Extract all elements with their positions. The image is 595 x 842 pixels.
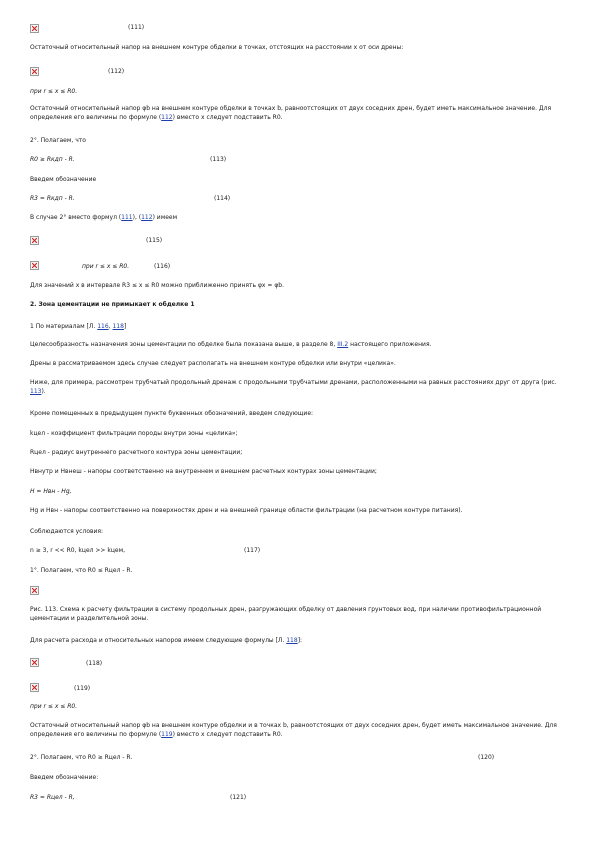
broken-image-icon — [30, 586, 39, 595]
paragraph: Кроме помещенных в предыдущем пункте буквенных обозначений, введем следующие: — [30, 410, 314, 417]
paragraph: 2°. Полагаем, что — [30, 137, 86, 144]
formula-row-121: R3 = Rцел - R, (121) — [30, 794, 247, 801]
formula-row-113: R0 ≥ Rкдп - R. (113) — [30, 156, 227, 163]
paragraph: Введем обозначение: — [30, 774, 99, 781]
equation-number: (115) — [146, 237, 163, 244]
figure-caption: Рис. 113. Схема к расчету фильтрации в систему продольных дрен, разгружающих обделку от давления грунтовых вод, при наличии противофильтрационной цементации и разделительной зоны. — [30, 606, 542, 622]
formula-row-117: n ≥ 3, r << R0, kцел >> kцем, (117) — [30, 547, 261, 554]
broken-image-icon — [30, 658, 39, 667]
definition: Rцел - радиус внутреннего расчетного контура зоны цементации; — [30, 449, 243, 456]
paragraph: 1°. Полагаем, что R0 ≤ Rцел - R. — [30, 567, 133, 574]
footnote: 1 По материалам [Л. 116, 118] — [30, 323, 127, 330]
formula-row-114: R3 = Rкдп - R. (114) — [30, 195, 231, 202]
equation-number: (120) — [478, 754, 495, 761]
equation-number: (116) — [154, 263, 171, 270]
equation-number: (113) — [210, 156, 227, 163]
reference-link[interactable]: 118 — [112, 323, 124, 330]
paragraph: Для расчета расхода и относительных напоров имеем следующие формулы [Л. 118]: — [30, 637, 303, 644]
broken-image-icon — [30, 683, 39, 692]
paragraph: Остаточный относительный напор φb на внешнем контуре обделки и в точках b, равноотстоящих от двух соседних дрен, будет иметь максимальное значение. Для определения его величины по формуле (119) вместо x следует подставить R0. — [30, 722, 557, 738]
condition-text: при r ≤ x ≤ R0. — [30, 88, 78, 95]
equation-number: (119) — [74, 685, 91, 692]
condition-text: при r ≤ x ≤ R0. — [82, 263, 130, 270]
figure-link[interactable]: 113 — [30, 387, 42, 395]
equation-number: (121) — [230, 794, 247, 801]
paragraph: Соблюдаются условия: — [30, 528, 104, 535]
section-link[interactable]: III.2 — [337, 341, 349, 348]
figure-image — [30, 586, 568, 596]
broken-image-icon — [30, 67, 39, 76]
paragraph: Ниже, для примера, рассмотрен трубчатый продольный дренаж с продольными трубчатыми дренами, расположенными на равных расстояниях друг от друга (рис. 113). — [30, 379, 557, 395]
formula-row-112 — [30, 67, 568, 77]
paragraph: Введем обозначение — [30, 176, 97, 183]
broken-image-icon — [30, 236, 39, 245]
definition: Hвнутр и Hвнеш - напоры соответственно на внутреннем и внешнем расчетных контурах зоны цементации; — [30, 468, 377, 475]
formula-row-118 — [30, 658, 568, 668]
formula-link[interactable]: 111 — [121, 214, 133, 221]
definition: kцел - коэффициент фильтрации породы внутри зоны «целика»; — [30, 430, 238, 437]
formula-link[interactable]: 119 — [161, 730, 173, 738]
equation-number: (117) — [244, 547, 261, 554]
equation-number: (114) — [214, 195, 231, 202]
equation-number: (112) — [108, 68, 125, 75]
section-heading: 2. Зона цементации не примыкает к обделке 1 — [30, 301, 195, 308]
equation-number: (111) — [128, 24, 145, 31]
formula-link[interactable]: 112 — [141, 214, 153, 221]
formula-row-115 — [30, 236, 568, 246]
formula-row-120: 2°. Полагаем, что R0 ≥ Rцел - R. (120) — [30, 754, 495, 761]
formula-link[interactable]: 112 — [161, 113, 173, 121]
formula-row-111 — [30, 24, 568, 34]
paragraph: Дрены в рассматриваемом здесь случае следует располагать на внешнем контуре обделки или внутри «целика». — [30, 360, 396, 367]
definition: Hg и Hвн - напоры соответственно на поверхностях дрен и на внешней границе области фильтрации (на расчетном контуре питания). — [30, 507, 463, 514]
paragraph: Остаточный относительный напор на внешнем контуре обделки в точках, отстоящих на расстоянии x от оси дрены: — [30, 44, 404, 51]
reference-link[interactable]: 116 — [97, 323, 109, 330]
paragraph: Целесообразность назначения зоны цементации по обделке была показана выше, в разделе 8, III.2 настоящего приложения. — [30, 341, 432, 348]
broken-image-icon — [30, 24, 39, 33]
paragraph: Остаточный относительный напор φb на внешнем контуре обделки в точках b, равноотстоящих от двух соседних дрен, будет иметь максимальное значение. Для определения его величины по формуле (112) вместо x следует подставить R0. — [30, 105, 552, 121]
paragraph: Для значений x в интервале R3 ≤ x ≤ R0 можно приближенно принять φx = φb. — [30, 282, 284, 289]
paragraph: В случае 2° вместо формул (111), (112) имеем — [30, 214, 178, 221]
reference-link[interactable]: 118 — [286, 637, 298, 644]
formula: H = Hвн - Hg, — [30, 488, 72, 495]
condition-text: при r ≤ x ≤ R0. — [30, 703, 78, 710]
formula-row-116 — [30, 261, 568, 271]
broken-image-icon — [30, 261, 39, 270]
formula-row-119 — [30, 683, 568, 693]
equation-number: (118) — [86, 660, 103, 667]
